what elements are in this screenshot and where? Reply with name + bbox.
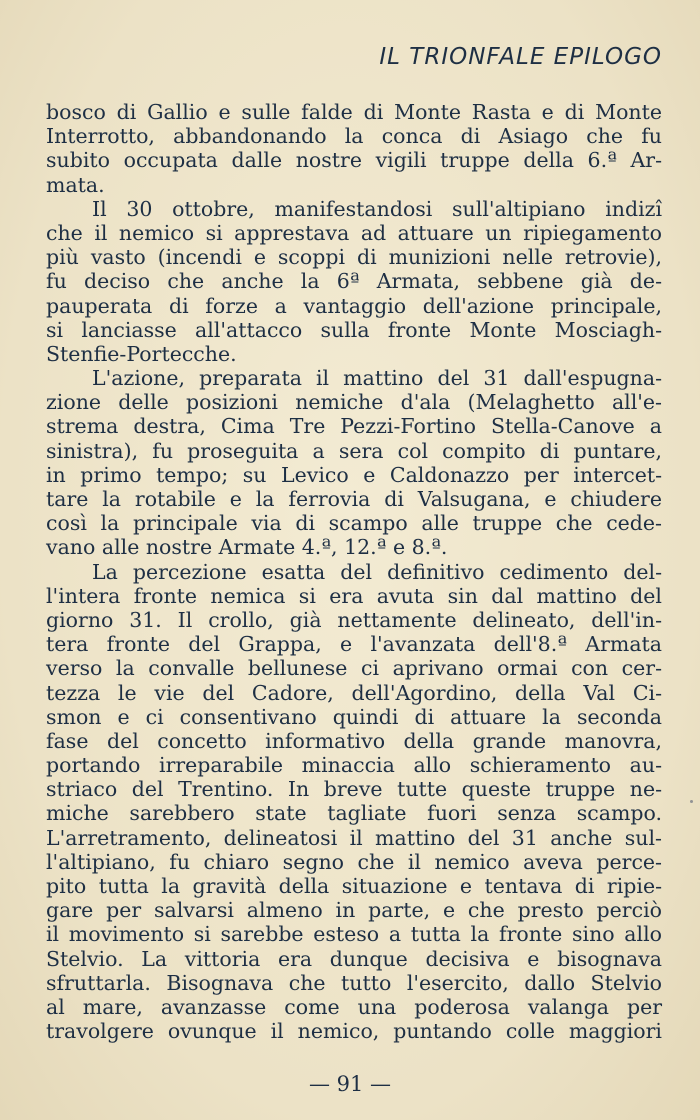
text-line: travolgere ovunque il nemico, puntando colle maggiori (46, 1019, 662, 1044)
text-line: giorno 31. Il crollo, già nettamente delineato, dell'in- (46, 607, 662, 632)
text-line: portando irreparabile minaccia allo schieramento au- (46, 753, 662, 778)
print-speck (690, 800, 693, 803)
text-line: l'altipiano, fu chiaro segno che il nemico aveva perce- (46, 849, 662, 874)
text-line: pito tutta la gravità della situazione e tentava di ripie- (46, 874, 662, 898)
running-title: IL TRIONFALE EPILOGO (379, 44, 662, 70)
text-line: si lanciasse all'attacco sulla fronte Monte Mosciagh- (46, 317, 662, 342)
text-line: miche sarebbero state tagliate fuori senza scampo. (46, 801, 662, 826)
text-line: Stenfie-Portecche. (46, 341, 237, 366)
text-line: in primo tempo; su Levico e Caldonazzo per intercet- (46, 462, 662, 487)
text-line: La percezione esatta del definitivo cedimento del- (92, 559, 662, 584)
text-line: Stelvio. La vittoria era dunque decisiva e bisognava (46, 946, 662, 971)
text-line: fase del concetto informativo della grande manovra, (46, 728, 662, 753)
text-line: pauperata di forze a vantaggio dell'azione principale, (46, 293, 662, 318)
text-line: strema destra, Cima Tre Pezzi-Fortino Stella-Canove a (46, 414, 662, 439)
text-line: tare la rotabile e la ferrovia di Valsugana, e chiudere (46, 487, 662, 511)
text-line: verso la convalle bellunese ci aprivano ormai con cer- (46, 656, 662, 681)
text-line: bosco di Gallio e sulle falde di Monte Rasta e di Monte (46, 100, 662, 124)
text-line: tezza le vie del Cadore, dell'Agordino, della Val Ci- (46, 680, 662, 705)
text-line: subito occupata dalle nostre vigili truppe della 6.ª Ar- (46, 148, 662, 173)
text-line: sinistra), fu proseguita a sera col compito di puntare, (46, 438, 662, 463)
text-line: gare per salvarsi almeno in parte, e che presto perciò (46, 898, 662, 923)
text-line: più vasto (incendi e scoppi di munizioni nelle retrovie), (46, 245, 662, 270)
text-line: Il 30 ottobre, manifestandosi sull'altipiano indizî (92, 196, 662, 221)
body-text (46, 100, 662, 1043)
text-line: zione delle posizioni nemiche d'ala (Melaghetto all'e- (46, 390, 662, 415)
text-line: mata. (46, 172, 105, 197)
text-line: che il nemico si apprestava ad attuare un ripiegamento (46, 220, 662, 245)
text-line: striaco del Trentino. In breve tutte queste truppe ne- (46, 777, 662, 802)
text-line: L'azione, preparata il mattino del 31 dall'espugna- (92, 366, 662, 391)
text-line: sfruttarla. Bisognava che tutto l'esercito, dallo Stelvio (46, 970, 662, 995)
text-line: smon e ci consentivano quindi di attuare la seconda (46, 704, 662, 729)
text-line: il movimento si sarebbe esteso a tutta la fronte sino allo (46, 922, 662, 947)
text-line: fu deciso che anche la 6ª Armata, sebbene già de- (46, 269, 662, 294)
page-number: — 91 — (308, 1072, 392, 1096)
text-line: l'intera fronte nemica si era avuta sin dal mattino del (46, 583, 662, 608)
text-line: vano alle nostre Armate 4.ª, 12.ª e 8.ª. (46, 535, 448, 560)
text-line: L'arretramento, delineatosi il mattino del 31 anche sul- (46, 825, 662, 850)
text-line: tera fronte del Grappa, e l'avanzata dell'8.ª Armata (46, 632, 662, 657)
text-line: così la principale via di scampo alle truppe che cede- (46, 511, 662, 536)
text-line: al mare, avanzasse come una poderosa valanga per (46, 994, 662, 1019)
text-line: Interrotto, abbandonando la conca di Asiago che fu (46, 124, 662, 149)
